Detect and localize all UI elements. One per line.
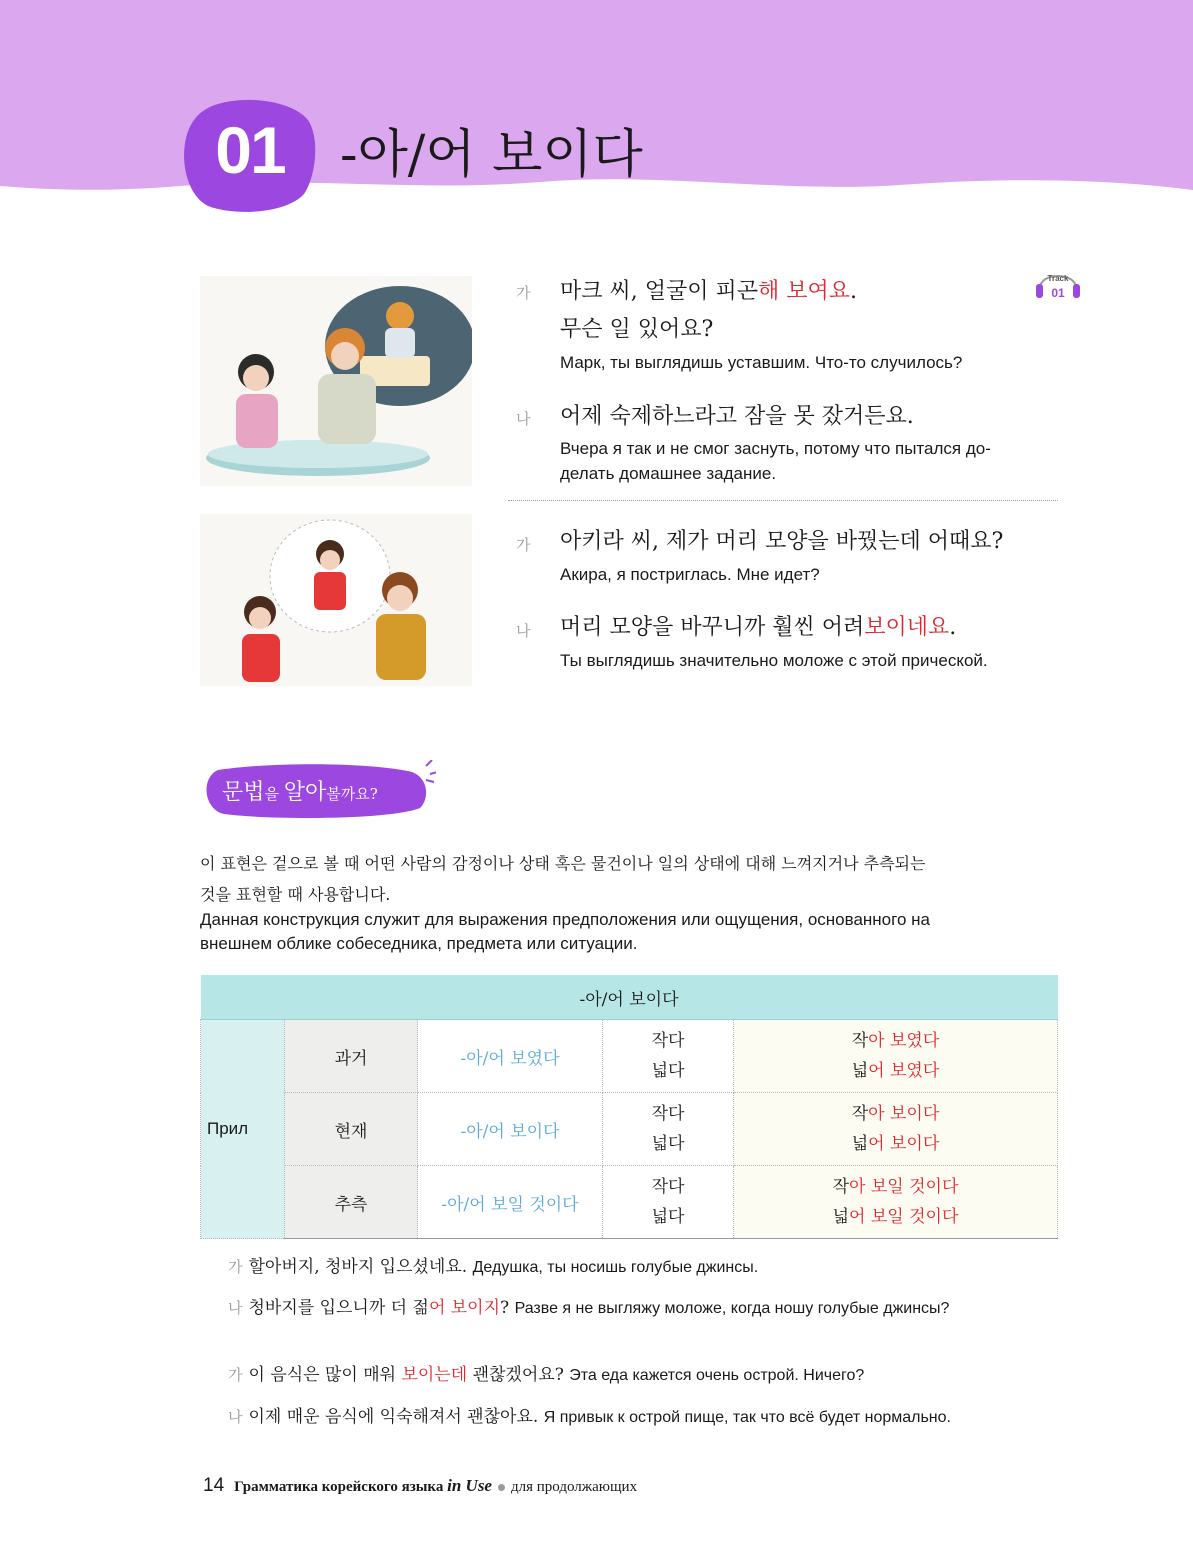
track-number: 01	[1051, 286, 1065, 300]
tense-cell: 현재	[285, 1093, 418, 1166]
grammar-highlight: 해 보여요	[758, 279, 851, 304]
text-line: 이 표현은 겉으로 볼 때 어떤 사람의 감정이나 상태 혹은 물건이나 일의 상태에 대해 느껴지거나 추측되는	[200, 854, 926, 873]
speaker-label: 나	[228, 1408, 243, 1426]
dialogue-korean: 아키라 씨, 제가 머리 모양을 바꿨는데 어때요?	[560, 529, 1004, 554]
example-cell	[734, 1166, 1058, 1239]
base-cell	[603, 1166, 734, 1239]
ko-text: 머리 모양을 바꾸니까 훨씬 어려	[560, 615, 865, 640]
grammar-highlight: 보이는데	[396, 1365, 468, 1385]
explanation-korean	[200, 848, 1060, 910]
stem: 넓	[851, 1134, 869, 1154]
text-line: Данная конструкция служит для выражения предположения или ощущения, основанного на	[200, 910, 930, 929]
form-cell: -아/어 보였다	[418, 1020, 603, 1093]
ending: 아 보이다	[868, 1104, 940, 1124]
speaker-label: 가	[228, 1258, 243, 1276]
dialogue-russian: Марк, ты выглядишь уставшим. Что-то случилось?	[560, 353, 963, 372]
ru-text: Эта еда кажется очень острой. Ничего?	[569, 1367, 865, 1384]
table-header: -아/어 보이다	[201, 975, 1058, 1020]
base-word: 넓다	[651, 1061, 685, 1081]
ending: 아 보일 것이다	[849, 1177, 959, 1197]
page-footer	[203, 1475, 637, 1497]
dialogue-korean	[560, 274, 857, 305]
conjugation-table	[200, 975, 1058, 1239]
explanation-russian	[200, 908, 1060, 956]
ending: 어 보일 것이다	[849, 1207, 959, 1227]
example-line	[228, 1252, 758, 1277]
grammar-highlight: 어 보이지	[428, 1298, 501, 1318]
bullet-icon	[498, 1484, 505, 1491]
page-number: 14	[203, 1475, 225, 1496]
grammar-highlight: 보이네요	[864, 615, 950, 640]
base-cell	[603, 1020, 734, 1093]
lesson-title: -아/어 보이다	[340, 125, 643, 185]
ending: 아 보였다	[868, 1031, 940, 1051]
in-use-mark: in Use	[447, 1476, 492, 1495]
stem: 작	[832, 1177, 850, 1197]
stem: 작	[851, 1104, 869, 1124]
dialogue-korean: 어제 숙제하느라고 잠을 못 잤거든요.	[560, 404, 914, 429]
speaker-label: 나	[516, 410, 531, 428]
ko-text: 청바지를 입으니까 더 젊	[248, 1298, 429, 1318]
tag-text: 을	[264, 785, 284, 803]
base-word: 작다	[651, 1177, 685, 1197]
tense-cell: 과거	[285, 1020, 418, 1093]
ko-text: 괜찮겠어요?	[467, 1365, 564, 1385]
tag-text: 알아	[283, 780, 327, 805]
illustration-new-haircut	[200, 514, 472, 686]
headphones-icon[interactable]	[1034, 262, 1082, 304]
dialogue-russian: Ты выглядишь значительно моложе с этой прической.	[560, 651, 988, 670]
ru-text: Разве я не выгляжу моложе, когда ношу голубые джинсы?	[514, 1300, 950, 1317]
dialogue-korean: 무슨 일 있어요?	[560, 317, 714, 342]
text-line: внешнем облике собеседника, предмета или ситуации.	[200, 934, 638, 953]
ru-text: Я привык к острой пище, так что всё будет нормально.	[543, 1409, 951, 1426]
example-line	[228, 1402, 951, 1427]
form-cell: -아/어 보일 것이다	[418, 1166, 603, 1239]
grammar-tag-label	[222, 775, 378, 806]
dialogue-russian: Вчера я так и не смог заснуть, потому что пытался до-	[560, 439, 991, 458]
stem: 넓	[832, 1207, 850, 1227]
dialogue-russian: Акира, я постриглась. Мне идет?	[560, 565, 820, 584]
speaker-label: 가	[228, 1366, 243, 1384]
base-word: 작다	[651, 1104, 685, 1124]
ending: 어 보였다	[868, 1061, 940, 1081]
speaker-label: 나	[228, 1299, 243, 1317]
tag-text: 문법	[222, 780, 265, 805]
ko-text: 이 음식은 많이 매워	[248, 1365, 397, 1385]
tag-text: 볼까요?	[326, 785, 378, 803]
illustration-tired-student	[200, 276, 472, 486]
ko-text: 이제 매운 음식에 익숙해져서 괜찮아요.	[248, 1407, 539, 1427]
ko-text: .	[850, 279, 858, 304]
book-subtitle: для продолжающих	[510, 1479, 638, 1495]
ru-text: Дедушка, ты носишь голубые джинсы.	[472, 1259, 759, 1276]
form-cell: -아/어 보이다	[418, 1093, 603, 1166]
tense-cell: 추측	[285, 1166, 418, 1239]
ending: 어 보이다	[868, 1134, 940, 1154]
speaker-label: 나	[516, 622, 531, 640]
example-cell	[734, 1093, 1058, 1166]
dialogue-divider	[508, 500, 1058, 501]
base-word: 작다	[651, 1031, 685, 1051]
stem: 넓	[851, 1061, 869, 1081]
book-title: Грамматика корейского языка	[234, 1479, 444, 1495]
part-of-speech-cell: Прил	[201, 1020, 285, 1239]
ko-text: 할아버지, 청바지 입으셨네요.	[248, 1257, 468, 1277]
base-cell	[603, 1093, 734, 1166]
example-cell	[734, 1020, 1058, 1093]
speaker-label: 가	[516, 536, 531, 554]
track-label: Track	[1047, 274, 1069, 283]
base-word: 넓다	[651, 1134, 685, 1154]
ko-text: ?	[500, 1298, 510, 1318]
speaker-label: 가	[516, 284, 531, 302]
stem: 작	[851, 1031, 869, 1051]
example-line	[228, 1293, 949, 1318]
ko-text: .	[949, 615, 957, 640]
ko-text: 마크 씨, 얼굴이 피곤	[560, 279, 758, 304]
dialogue-russian: делать домашнее задание.	[560, 464, 777, 483]
dialogue-korean	[560, 610, 956, 641]
lesson-number: 01	[215, 113, 285, 187]
text-line: 것을 표현할 때 사용합니다.	[200, 885, 391, 904]
base-word: 넓다	[651, 1207, 685, 1227]
example-line	[228, 1360, 864, 1385]
